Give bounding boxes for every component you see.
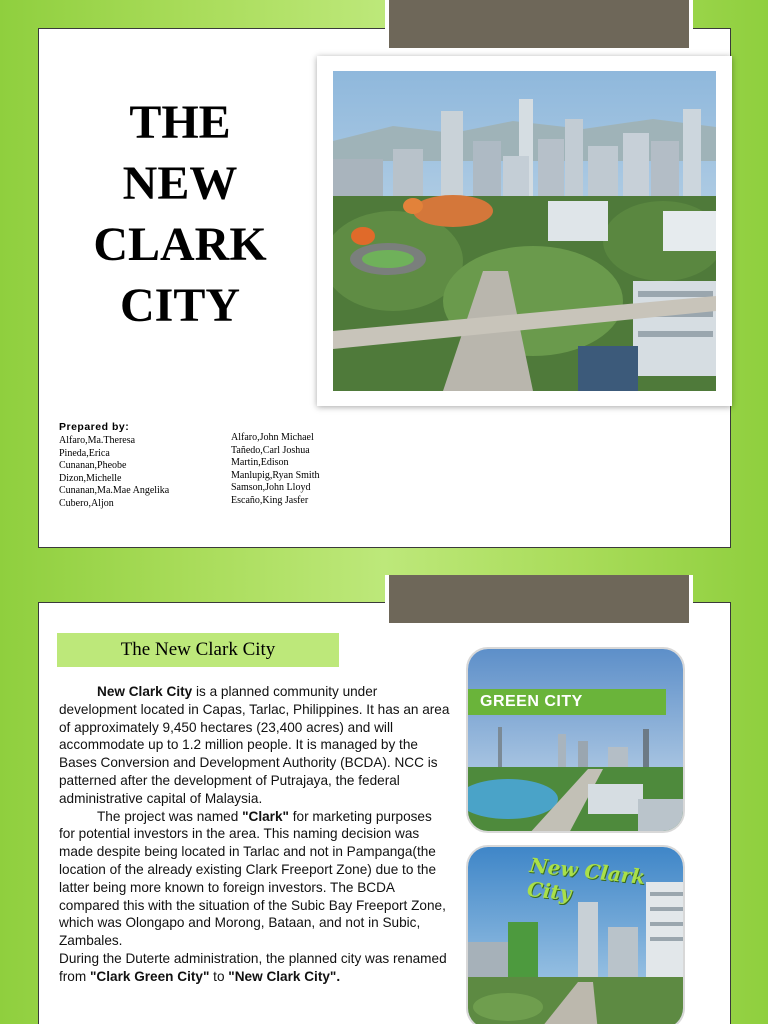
content-slide [0,575,768,1024]
title-line: THE [129,96,231,149]
city-aerial-photo [333,71,716,391]
city-photo-frame [317,56,732,406]
author-name: Martin,Edison [231,457,289,469]
text-run: to [209,968,229,984]
slide-tab-decoration [385,0,693,52]
bold-term: "Clark Green City" [89,968,210,984]
author-name: Escaño,King Jasfer [231,494,309,506]
author-name: Cunanan,Pheobe [59,460,127,472]
body-text [59,683,451,986]
new-clark-city-image [466,845,685,1024]
author-name: Manlupig,Ryan Smith [231,469,320,481]
paragraph-2 [59,808,451,950]
text-run: for marketing purposes for potential investors in the area. This naming decision was made despite being located in Tarlac and not in Pampanga(the location of the already existing Clark Freeport Zone) due to the latter being more known to foreign investors. The BCDA compared this with the situation of the Subic Bay Freeport Zone, which was Olongapo and Morong, Bataan, and not in Subic, Zambales. [59,808,446,949]
paragraph-3 [59,950,451,986]
author-name: Samson,John Lloyd [231,482,311,494]
text-run: The project was named [97,808,243,824]
bold-term: "Clark" [242,808,289,824]
text-run: is a planned community under development located in Capas, Tarlac, Philippines. It has an area of approximately 9,450 hectares (23,400 acres) and will accommodate up to 1.2 million people. It is managed by the Bases Conversion and Development Authority (BCDA). NCC is patterned after the development of Putrajaya, the federal administrative capital of Malaysia. [59,684,450,806]
author-name: Alfaro,Ma.Theresa [59,435,136,446]
author-name: Cunanan,Ma.Mae Angelika [59,485,170,497]
title-line: CLARK [93,218,267,271]
paragraph-1 [59,683,451,808]
green-city-render [468,649,685,833]
author-name: Dizon,Michelle [59,472,122,484]
new-clark-city-script-title: New Clark City [525,853,647,906]
green-city-image [466,647,685,833]
title-line: NEW [122,157,238,210]
prepared-by-label: Prepared by: [59,421,130,433]
section-heading: The New Clark City [57,633,339,667]
slide-tab-decoration [385,575,693,627]
author-name: Pineda,Erica [59,447,110,459]
title-line: CITY [119,279,241,332]
green-city-banner: GREEN CITY [468,689,666,715]
author-name: Cubero,Aljon [59,497,114,509]
slide-title [60,92,300,336]
text-run: During the Duterte administration, the planned city was renamed from [59,950,447,984]
city-skyline-illustration [333,71,716,391]
author-list-left [59,435,169,511]
bold-term: New Clark City [97,684,193,699]
author-name: Alfaro,John Michael [231,432,314,443]
author-list-right [231,432,320,508]
bold-term: "New Clark City". [228,968,341,984]
author-name: Tañedo,Carl Joshua [231,444,310,456]
